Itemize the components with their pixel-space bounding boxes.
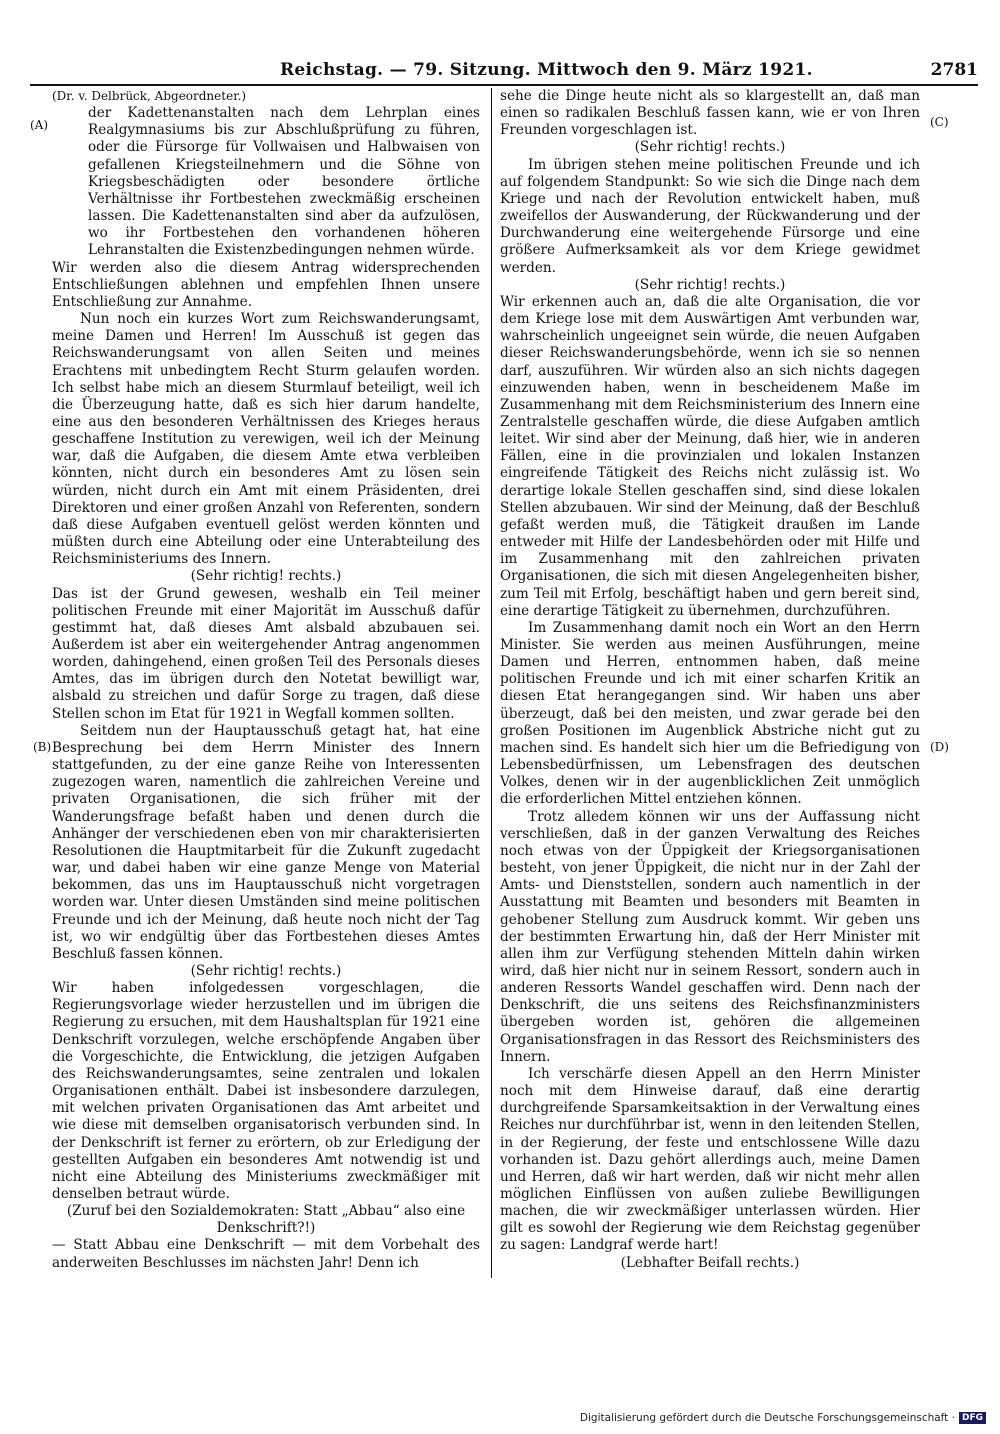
left-column <box>52 88 480 1272</box>
paragraph: Im übrigen stehen meine politischen Freunde und ich auf folgendem Standpunkt: So wie sich die Dinge nach dem Kriege und nach der Revolution entwickelt haben, muß zweifellos der Auswanderung, der Rückwanderung und der Durchwanderung eine weitergehende Fürsorge und eine größere Aufmerksamkeit als vor dem Kriege gewidmet werden. <box>500 156 920 276</box>
paragraph: Wir erkennen auch an, daß die alte Organisation, die vor dem Kriege lose mit dem Auswärtigen Amt verbunden war, wahrscheinlich ungeeignet sein würde, die neuen Aufgaben dieser Reichswanderungsbehörde, wenn ich sie so nennen darf, auszuführen. Wir würden also an sich nichts dagegen einzuwenden haben, wenn in bescheidenem Maße im Zusammenhang mit dem Reichsministerium des Innern eine Zentralstelle geschaffen würde, die diese Aufgaben amtlich leitet. Wir sind aber der Meinung, daß hier, wie in anderen Fällen, eine in die provinzialen und lokalen Instanzen eingreifende Tätigkeit des Reichs nicht zulässig ist. Wo derartige lokale Stellen geschaffen sind, sind diese lokalen Stellen abzubauen. Wir sind der Meinung, daß der Beschluß gefaßt werden muß, die Tätigkeit draußen im Lande entweder mit Hilfe der Landesbehörden oder mit Hilfe und im Zusammenhang mit den zahlreichen privaten Organisationen, die sich mit diesen Angelegenheiten bisher, zum Teil mit Erfolg, beschäftigt haben und gern bereit sind, eine derartige Tätigkeit zu übernehmen, durchzuführen. <box>500 293 920 619</box>
paragraph: Nun noch ein kurzes Wort zum Reichswanderungsamt, meine Damen und Herren! Im Ausschuß ist gegen das Reichswanderungsamt von allen Seiten und meines Erachtens mit unbedingtem Recht Sturm gelaufen worden. Ich selbst habe mich an diesem Sturmlauf beteiligt, weil ich die Überzeugung hatte, daß es sich hier darum handelte, eine aus den besonderen Verhältnissen des Krieges heraus geschaffene Institution zu verewigen, weil ich der Meinung war, daß die Aufgaben, die diesem Amte etwa verbleiben könnten, nicht durch ein besonderes Amt zu lösen sein würden, nicht durch ein Amt mit einem Präsidenten, drei Direktoren und einer großen Anzahl von Referenten, sondern daß diese Aufgaben eventuell gelöst werden könnten und müßten durch eine Abteilung oder eine Unterabteilung des Reichsministeriums des Innern. <box>52 311 480 568</box>
paragraph: Wir haben infolgedessen vorgeschlagen, die Regierungsvorlage wieder herzustellen und im übrigen die Regierung zu ersuchen, mit dem Haushaltsplan für 1921 eine Denkschrift vorzulegen, welche erschöpfende Angaben über die Vorgeschichte, die Entwicklung, die jetzigen Aufgaben des Reichswanderungsamtes, seine zentralen und lokalen Organisationen enthält. Dabei ist insbesondere darzulegen, mit welchen privaten Organisationen das Amt arbeitet und wie diese mit demselben organisatorisch verbunden sind. In der Denkschrift ist ferner zu erörtern, ob zur Erledigung der gestellten Aufgaben ein besonderes Amt notwendig ist und nicht eine Abteilung des Ministeriums zweckmäßiger mit denselben betraut würde. <box>52 980 480 1202</box>
running-title: Reichstag. — 79. Sitzung. Mittwoch den 9. März 1921. <box>280 60 813 80</box>
digitization-footer <box>580 1412 986 1424</box>
interjection: (Sehr richtig! rechts.) <box>634 139 786 156</box>
paragraph: — Statt Abbau eine Denkschrift — mit dem Vorbehalt des anderweiten Beschlusses im nächsten Jahr! Denn ich <box>52 1237 480 1271</box>
interjection: (Sehr richtig! rechts.) <box>190 568 342 585</box>
paragraph: Ich verschärfe diesen Appell an den Herrn Minister noch mit dem Hinweise darauf, daß eine derartig durchgreifende Sparsamkeitsaktion in der Verwaltung eines Reiches nur durchführbar ist, wenn in den leitenden Stellen, in der Regierung, der feste und entschlossene Wille dazu vorhanden ist. Dazu gehört allerdings auch, meine Damen und Herren, daß wir hart werden, daß wir nicht mehr allen möglichen Einflüssen von außen zuliebe Bewilligungen machen, die wir zweckmäßiger unterlassen würden. Hier gilt es sowohl der Regierung wie dem Reichstag gegenüber zu sagen: Landgraf werde hart! <box>500 1065 920 1254</box>
page-number: 2781 <box>930 60 978 80</box>
paragraph: sehe die Dinge heute nicht als so klargestellt an, daß man einen so radikalen Beschluß fassen kann, wie er von Ihren Freunden vorgeschlagen ist. <box>500 88 920 139</box>
margin-marker-c: (C) <box>930 115 949 129</box>
paragraph: Das ist der Grund gewesen, weshalb ein Teil meiner politischen Freunde mit einer Majorität im Ausschuß dafür gestimmt hat, daß dieses Amt alsbald abzubauen sei. Außerdem ist aber ein weitergehender Antrag angenommen worden, dahingehend, einen großen Teil des Personals dieses Amtes, das im übrigen durch den Notetat bewilligt war, alsbald zu streichen und dafür Sorge zu tragen, daß diese Stellen schon im Etat für 1921 in Wegfall kommen sollten. <box>52 585 480 722</box>
paragraph: Seitdem nun der Hauptausschuß getagt hat, hat eine Besprechung bei dem Herrn Minister des Innern stattgefunden, zu der eine ganze Reihe von Interessenten zugezogen waren, namentlich die zahlreichen Vereine und privaten Organisationen, die sich früher mit der Wanderungsfrage befaßt haben und denen durch die Anhänger der verschiedenen eben von mir charakterisierten Resolutionen die Hauptmitarbeit für die Zukunft zugedacht war, und dabei haben wir eine ganze Menge von Material bekommen, das uns im Hauptausschuß nicht vorgetragen worden war. Unter diesen Umständen sind meine politischen Freunde und ich der Meinung, daß heute noch nicht der Tag ist, wo wir endgültig über das Fortbestehen dieses Amtes Beschluß fassen können. <box>52 722 480 962</box>
footer-text: Digitalisierung gefördert durch die Deutsche Forschungsgemeinschaft · <box>579 1412 955 1424</box>
margin-marker-d: (D) <box>930 740 949 754</box>
margin-marker-b: (B) <box>33 740 52 754</box>
right-column <box>500 88 920 1272</box>
speaker-line: (Dr. v. Delbrück, Abgeordneter.) <box>52 89 247 103</box>
interjection: (Lebhafter Beifall rechts.) <box>620 1254 800 1271</box>
paragraph: der Kadettenanstalten nach dem Lehrplan eines Realgymnasiums bis zur Abschlußprüfung zu führen, oder die Fürsorge für Vollwaisen und Halbwaisen von gefallenen Kriegsteilnehmern und die Söhne von Kriegsbeschädigten oder besondere örtliche Verhältnisse ihr Fortbestehen zweckmäßig erscheinen lassen. Die Kadettenanstalten sind aber da aufzulösen, wo ihr Fortbestehen den vorhandenen höheren Lehranstalten die Existenzbedingungen nehmen würde. <box>88 105 480 259</box>
interjection: (Sehr richtig! rechts.) <box>634 276 786 293</box>
paragraph: Wir werden also die diesem Antrag widersprechenden Entschließungen ablehnen und empfehlen Ihnen unsere Entschließung zur Annahme. <box>52 259 480 310</box>
header-rule <box>30 84 978 86</box>
dfg-logo: DFG <box>959 1412 986 1424</box>
margin-marker-a: (A) <box>30 118 49 132</box>
paragraph: Trotz alledem können wir uns der Auffassung nicht verschließen, daß in der ganzen Verwaltung des Reiches noch etwas von der Üppigkeit der Kriegsorganisationen besteht, von jener Üppigkeit, die nicht nur in der Zahl der Amts- und Dienststellen, sondern auch namentlich in der Ausstattung mit Beamten und besonders mit Beamten in gehobener Stellung zum Ausdruck kommt. Wir geben uns der bestimmten Erwartung hin, daß der Herr Minister mit allen ihm zur Verfügung stehenden Mitteln dahin wirken wird, daß hier nicht nur in seinem Ressort, sondern auch in anderen Ressorts Wandel geschaffen wird. Denn nach der Denkschrift, die uns seitens des Reichsfinanzministers übergeben worden ist, gehören die allgemeinen Organisationsfragen in das Ressort des Reichsministers des Innern. <box>500 808 920 1065</box>
interjection: (Zuruf bei den Sozialdemokraten: Statt „Abbau“ also eine Denkschrift?!) <box>66 1203 466 1237</box>
interjection: (Sehr richtig! rechts.) <box>190 962 342 979</box>
running-header <box>30 60 978 86</box>
paragraph: Im Zusammenhang damit noch ein Wort an den Herrn Minister. Sie werden aus meinen Ausführungen, meine Damen und Herren, entnommen haben, daß meine politischen Freunde und ich mit einer scharfen Kritik an diesen Etat herangegangen sind. Wir haben uns aber überzeugt, daß bei den meisten, und zwar gerade bei den großen Positionen im Augenblick Abstriche nicht gut zu machen sind. Es handelt sich hier um die Befriedigung von Lebensbedürfnissen, um Lebensfragen des deutschen Volkes, denen wir in der augenblicklichen Zeit unmöglich die erforderlichen Mittel entziehen können. <box>500 619 920 808</box>
column-divider <box>491 88 492 1278</box>
